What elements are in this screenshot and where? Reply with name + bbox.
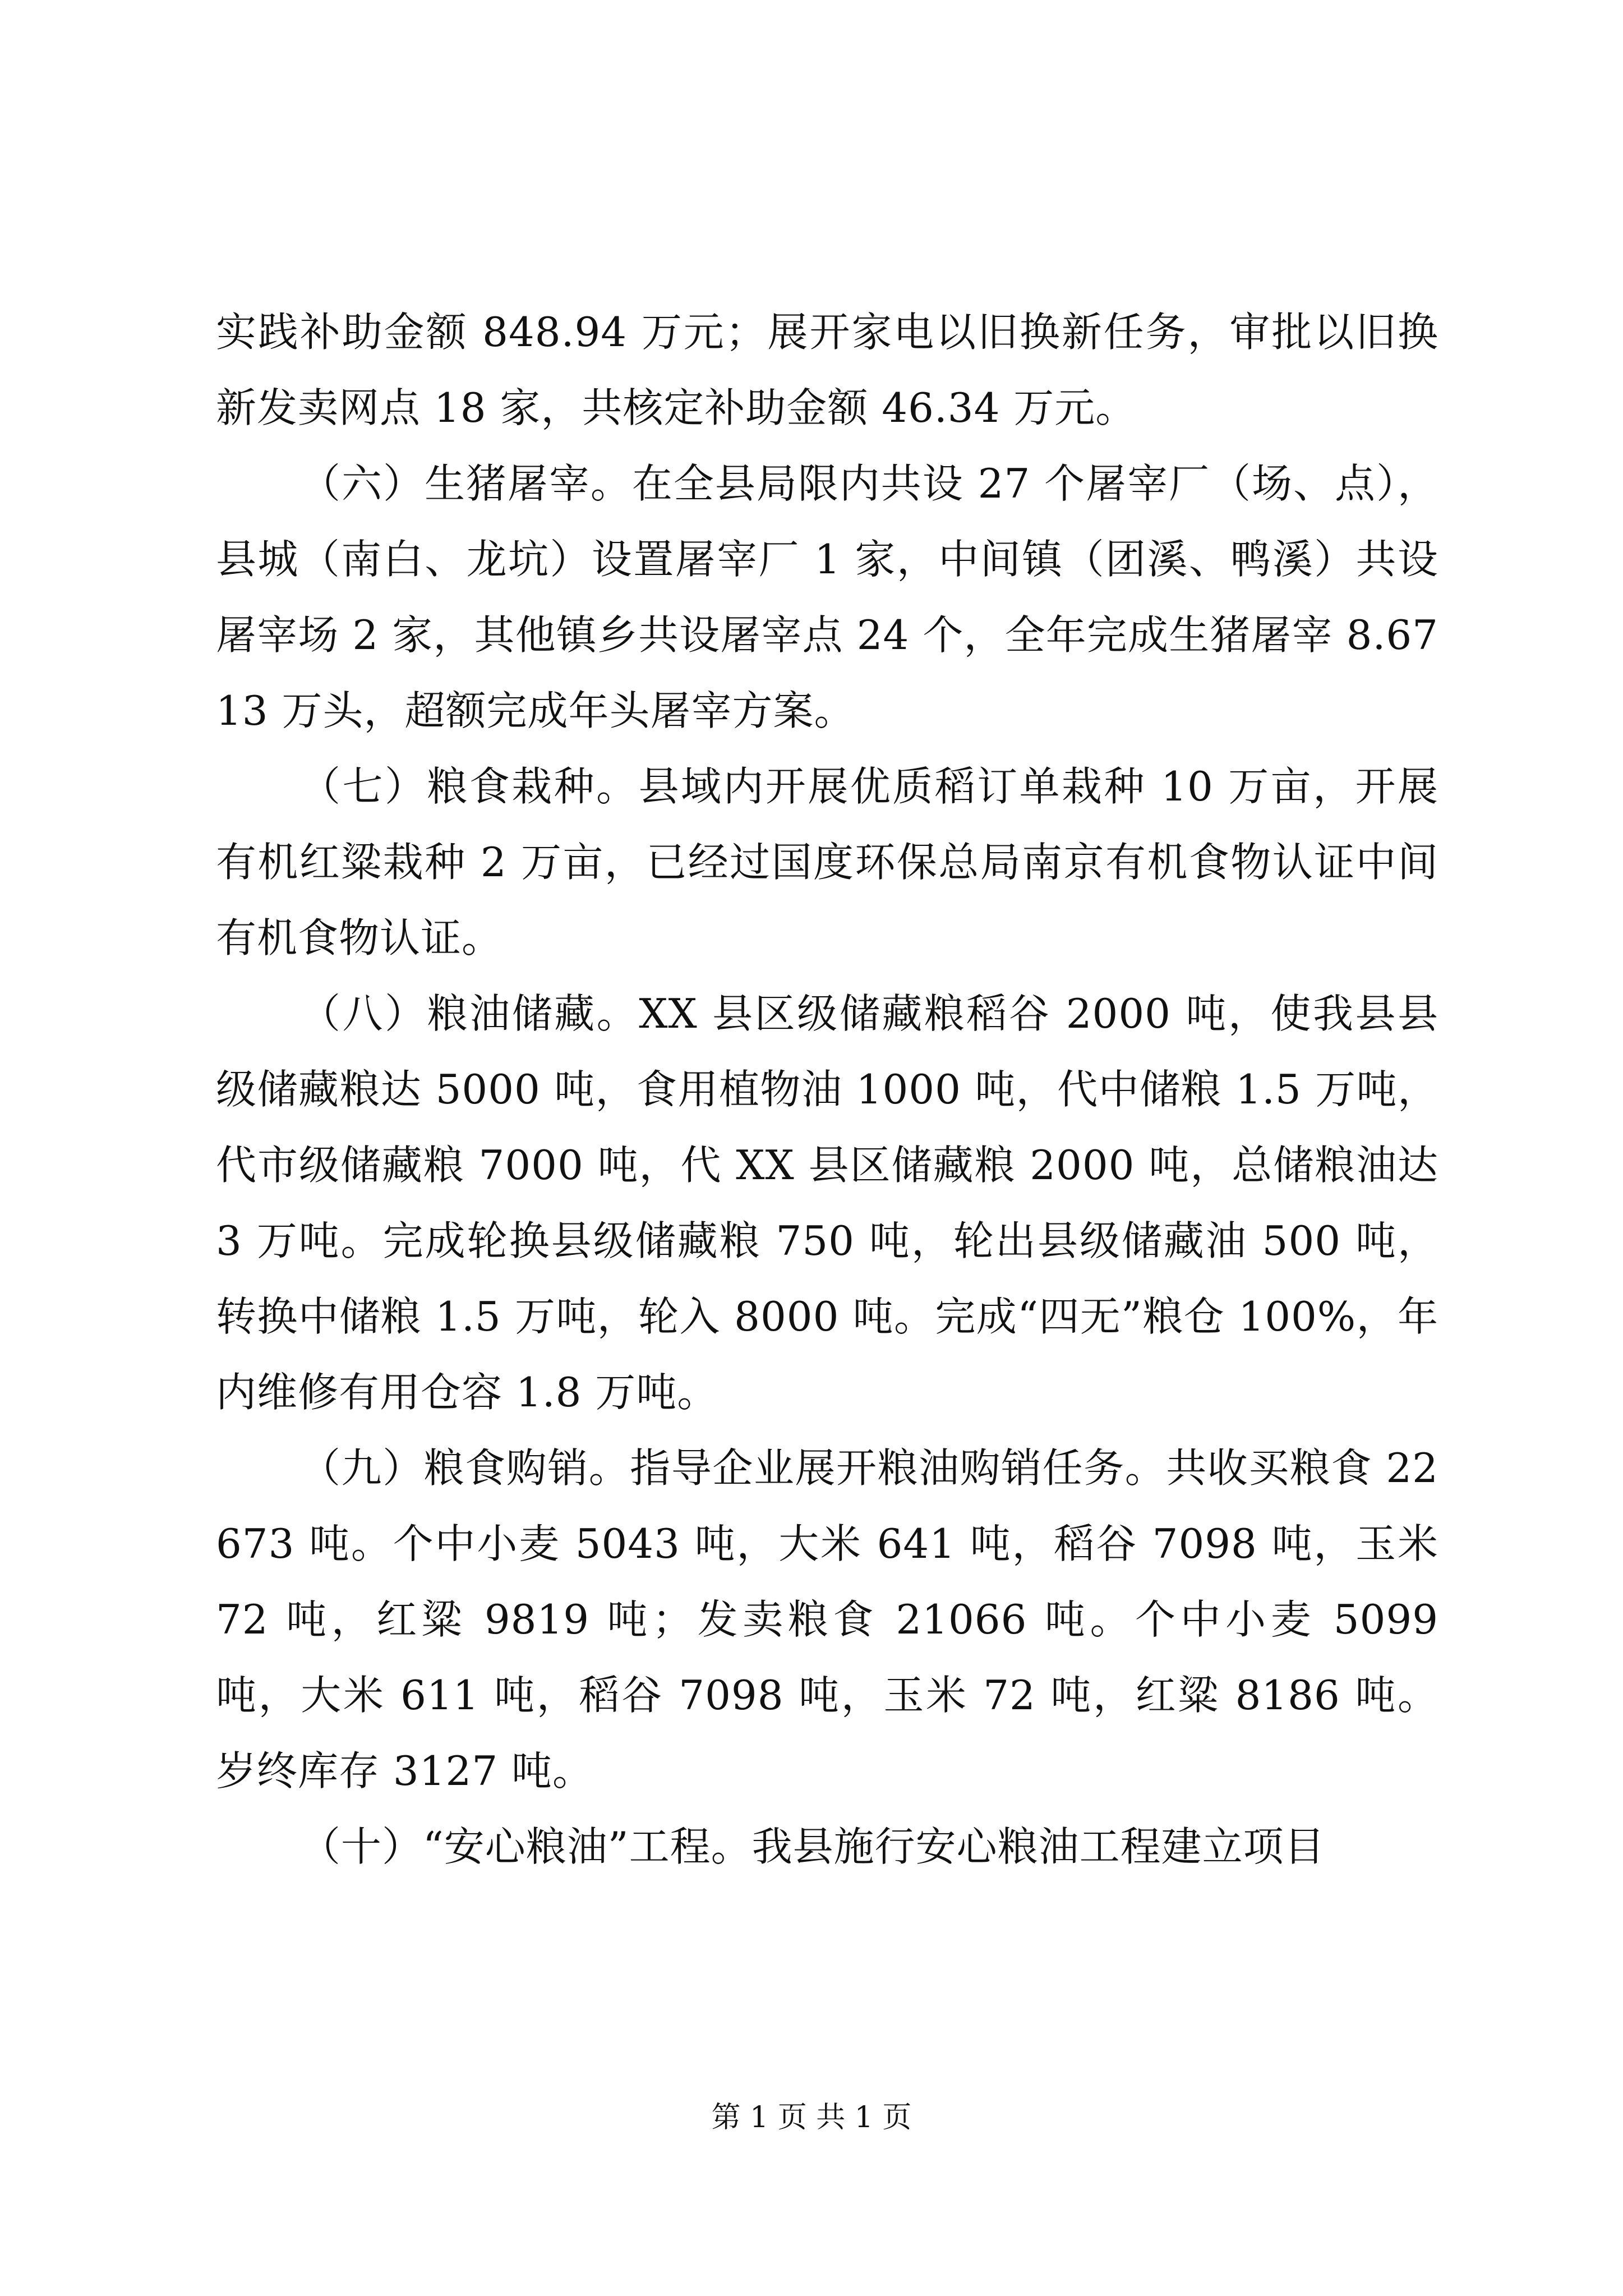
paragraph-pig-slaughter: （六）生猪屠宰。在全县局限内共设 27 个屠宰厂（场、点），县城（南白、龙坑）设置屠宰厂 1 家，中间镇（团溪、鸭溪）共设屠宰场 2 家，其他镇乡共设屠宰点 24 个，全年完成生猪屠宰 8.6713 万头，超额完成年头屠宰方案。	[216, 460, 1438, 734]
paragraph-subsidy-continuation: 实践补助金额 848.94 万元；展开家电以旧换新任务，审批以旧换新发卖网点 18 家，共核定补助金额 46.34 万元。	[216, 309, 1438, 431]
page-footer: 第 1 页 共 1 页	[711, 2101, 912, 2134]
paragraph-grain-oil-storage: （八）粮油储藏。XX 县区级储藏粮稻谷 2000 吨，使我县县级储藏粮达 5000 吨，食用植物油 1000 吨，代中储粮 1.5 万吨，代市级储藏粮 7000 吨，代 XX 县区储藏粮 2000 吨，总储粮油达 3 万吨。完成轮换县级储藏粮 750 吨，轮出县级储藏油 500 吨，转换中储粮 1.5 万吨，轮入 8000 吨。完成“四无”粮仓 100%，年内维修有用仓容 1.8 万吨。	[216, 990, 1438, 1416]
paragraph-grain-purchase-sales: （九）粮食购销。指导企业展开粮油购销任务。共收买粮食 22673 吨。个中小麦 5043 吨，大米 641 吨，稻谷 7098 吨，玉米 72 吨，红粱 9819 吨；发卖粮食 21066 吨。个中小麦 5099 吨，大米 611 吨，稻谷 7098 吨，玉米 72 吨，红粱 8186 吨。岁终库存 3127 吨。	[216, 1444, 1438, 1795]
paragraph-grain-planting: （七）粮食栽种。县域内开展优质稻订单栽种 10 万亩，开展有机红粱栽种 2 万亩，已经过国度环保总局南京有机食物认证中间有机食物认证。	[216, 763, 1438, 961]
paragraph-safe-grain-project: （十）“安心粮油”工程。我县施行安心粮油工程建立项目	[300, 1823, 1325, 1870]
document-body	[216, 295, 1438, 1885]
